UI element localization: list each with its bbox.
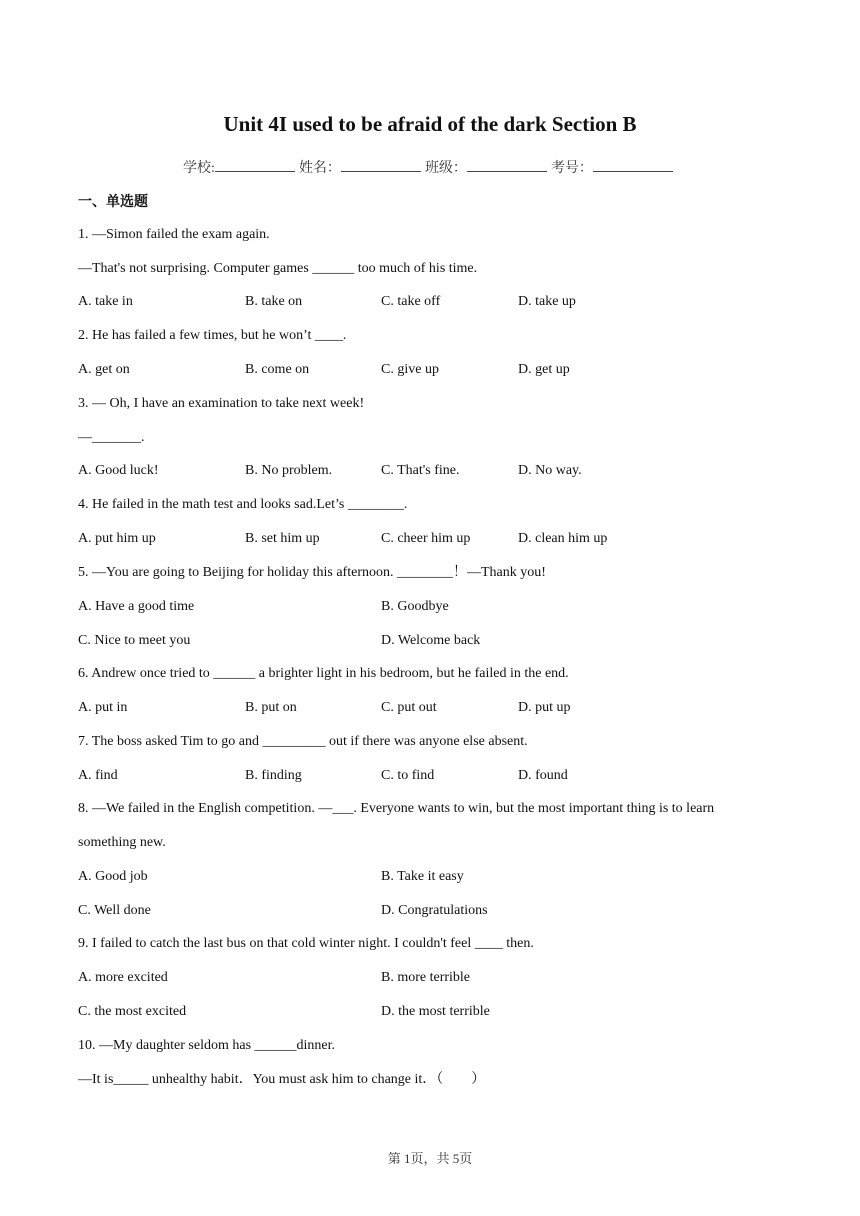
question-4-option-d: D. clean him up (518, 531, 608, 546)
question-7-line-1: 7. The boss asked Tim to go and _________ out if there was anyone else absent. (78, 734, 528, 749)
exam-number-blank (593, 159, 673, 172)
question-7-option-b: B. finding (245, 768, 302, 783)
question-3-option-c: C. That's fine. (381, 463, 460, 478)
question-8-line-2: something new. (78, 835, 166, 850)
question-5-option-a: A. Have a good time (78, 599, 195, 614)
question-3-line-1: 3. — Oh, I have an examination to take next week! (78, 396, 365, 411)
exam-number-label: 考号： (550, 161, 593, 176)
question-1-line-2: —That's not surprising. Computer games ______ too much of his time. (78, 261, 478, 276)
student-info-row (0, 157, 860, 177)
school-label: 学校: (183, 161, 215, 176)
question-3-option-b: B. No problem. (245, 463, 333, 478)
page-footer: 第 1页，共 5页 (387, 1151, 473, 1166)
question-9-option-a: A. more excited (78, 970, 168, 985)
question-1-option-a: A. take in (78, 294, 133, 309)
question-4-option-a: A. put him up (78, 531, 156, 546)
question-2-option-b: B. come on (245, 362, 310, 377)
question-10-line-1: 10. —My daughter seldom has ______dinner. (78, 1038, 336, 1053)
question-6-option-a: A. put in (78, 700, 128, 715)
question-2-line-1: 2. He has failed a few times, but he won’t ____. (78, 328, 347, 343)
question-3-option-d: D. No way. (518, 463, 582, 478)
question-5-option-d: D. Welcome back (381, 633, 481, 648)
question-9-option-d: D. the most terrible (381, 1004, 490, 1019)
question-4-option-b: B. set him up (245, 531, 320, 546)
question-8-option-c: C. Well done (78, 903, 151, 918)
question-6-option-b: B. put on (245, 700, 297, 715)
question-7-option-c: C. to find (381, 768, 435, 783)
question-4-line-1: 4. He failed in the math test and looks sad.Let’s ________. (78, 497, 408, 512)
question-3-line-2: —_______. (78, 430, 145, 445)
question-9-option-c: C. the most excited (78, 1004, 187, 1019)
name-blank (341, 159, 421, 172)
question-10-line-2: —It is_____ unhealthy habit．You must ask him to change it．（ ） (78, 1072, 486, 1087)
question-1-option-c: C. take off (381, 294, 441, 309)
question-9-line-1: 9. I failed to catch the last bus on that cold winter night. I couldn't feel ____ then. (78, 936, 534, 951)
question-2-option-a: A. get on (78, 362, 130, 377)
question-8-option-a: A. Good job (78, 869, 148, 884)
class-label: 班级： (424, 161, 467, 176)
question-4-option-c: C. cheer him up (381, 531, 471, 546)
school-blank (215, 159, 295, 172)
page-title: Unit 4I used to be afraid of the dark Section B (223, 112, 637, 136)
question-6-line-1: 6. Andrew once tried to ______ a brighter light in his bedroom, but he failed in the end. (78, 666, 569, 681)
question-1-line-1: 1. —Simon failed the exam again. (78, 227, 270, 242)
question-2-option-d: D. get up (518, 362, 570, 377)
question-5-option-b: B. Goodbye (381, 599, 449, 614)
question-8-option-b: B. Take it easy (381, 869, 464, 884)
question-2-option-c: C. give up (381, 362, 439, 377)
question-5-line-1: 5. —You are going to Beijing for holiday this afternoon. ________！—Thank you! (78, 565, 546, 580)
question-8-option-d: D. Congratulations (381, 903, 488, 918)
question-7-option-d: D. found (518, 768, 568, 783)
question-6-option-d: D. put up (518, 700, 571, 715)
question-8-line-1: 8. —We failed in the English competition. —___. Everyone wants to win, but the most important thing is to learn (78, 801, 715, 816)
question-5-option-c: C. Nice to meet you (78, 633, 191, 648)
section-heading: 一、单选题 (78, 194, 148, 210)
question-3-option-a: A. Good luck! (78, 463, 159, 478)
question-9-option-b: B. more terrible (381, 970, 471, 985)
question-6-option-c: C. put out (381, 700, 437, 715)
question-1-option-d: D. take up (518, 294, 576, 309)
question-7-option-a: A. find (78, 768, 118, 783)
class-blank (467, 159, 547, 172)
name-label: 姓名： (298, 161, 341, 176)
question-1-option-b: B. take on (245, 294, 303, 309)
